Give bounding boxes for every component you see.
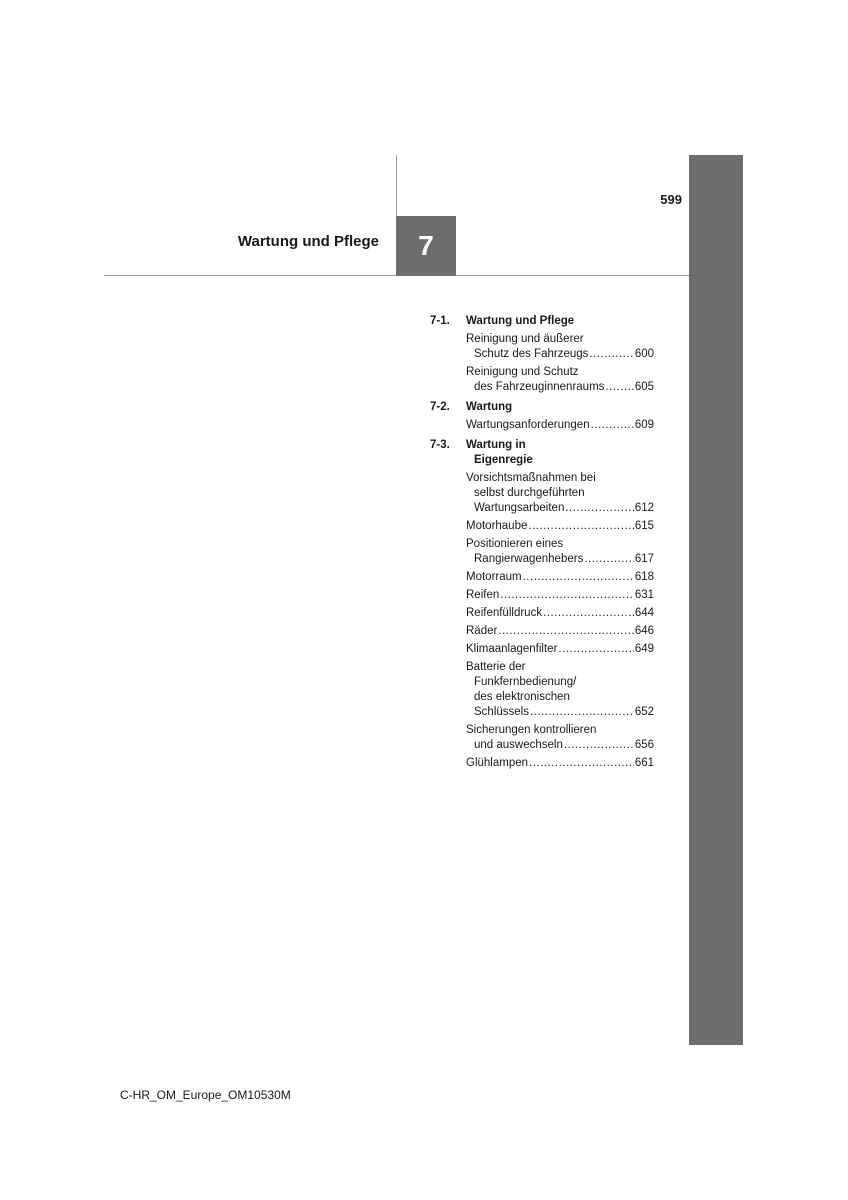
toc-entry-text: des Fahrzeuginnenraums (474, 381, 605, 393)
toc-entry[interactable] (466, 624, 654, 639)
toc-entry[interactable] (466, 332, 654, 362)
table-of-contents (430, 314, 654, 771)
toc-entry-text: Motorhaube (466, 520, 528, 532)
chapter-number-box: 7 (396, 216, 456, 276)
toc-entry[interactable] (466, 471, 654, 516)
toc-dot-leader (500, 588, 634, 603)
toc-entry-text: Reinigung und äußerer (466, 333, 584, 345)
toc-entry-text: des elektronischen (474, 691, 570, 703)
toc-section-number: 7-2. (430, 401, 450, 413)
toc-page-number: 649 (634, 643, 654, 655)
toc-entry[interactable] (466, 588, 654, 603)
toc-dot-leader (565, 501, 633, 516)
toc-dot-leader (498, 624, 633, 639)
toc-entry-text: Reifenfülldruck (466, 607, 543, 619)
toc-entry-text: Klimaanlagenfilter (466, 643, 558, 655)
toc-dot-leader (605, 380, 633, 395)
toc-dot-leader (543, 606, 634, 621)
toc-entry[interactable] (466, 418, 654, 433)
toc-page-number: 609 (634, 419, 654, 431)
toc-section (430, 438, 654, 468)
toc-entry-text: Schutz des Fahrzeugs (474, 348, 589, 360)
toc-dot-leader (530, 705, 634, 720)
toc-entry-text: selbst durchgeführten (474, 487, 585, 499)
toc-section-title-line: Wartung und Pflege (466, 315, 575, 327)
toc-entry[interactable] (466, 642, 654, 657)
toc-entry-text: Rangierwagenhebers (474, 553, 584, 565)
toc-section-title (466, 314, 654, 329)
toc-section-title (466, 400, 654, 415)
toc-section-number: 7-3. (430, 439, 450, 451)
toc-section (430, 400, 654, 415)
toc-page-number: 644 (634, 607, 654, 619)
toc-entry-text: Reinigung und Schutz (466, 366, 579, 378)
toc-entry[interactable] (466, 365, 654, 395)
toc-entry-text: und auswechseln (474, 739, 563, 751)
toc-entry[interactable] (466, 519, 654, 534)
toc-entry-text: Räder (466, 625, 498, 637)
toc-dot-leader (584, 552, 633, 567)
toc-entry[interactable] (466, 537, 654, 567)
toc-dot-leader (564, 738, 634, 753)
toc-entry-text: Wartungsanforderungen (466, 419, 590, 431)
toc-section-title-line: Eigenregie (474, 454, 533, 466)
toc-dot-leader (529, 756, 634, 771)
toc-entry-text: Schlüssels (474, 706, 529, 718)
toc-entry[interactable] (466, 606, 654, 621)
toc-dot-leader (591, 418, 634, 433)
chapter-side-tab (689, 155, 743, 1045)
toc-dot-leader (589, 347, 633, 362)
toc-page-number: 652 (634, 706, 654, 718)
toc-section-title (466, 438, 654, 468)
toc-page-number: 618 (634, 571, 654, 583)
toc-entry-text: Wartungsarbeiten (474, 502, 565, 514)
toc-entry-text: Sicherungen kontrollieren (466, 724, 597, 736)
toc-page-number: 631 (634, 589, 654, 601)
toc-entry-text: Funkfernbedienung/ (474, 676, 577, 688)
toc-dot-leader (523, 570, 634, 585)
toc-entry-text: Reifen (466, 589, 500, 601)
toc-dot-leader (528, 519, 633, 534)
toc-entry[interactable] (466, 756, 654, 771)
toc-section-number: 7-1. (430, 315, 450, 327)
toc-dot-leader (558, 642, 633, 657)
toc-entry[interactable] (466, 723, 654, 753)
toc-page-number: 605 (634, 381, 654, 393)
toc-entry-text: Positionieren eines (466, 538, 564, 550)
toc-page-number: 615 (634, 520, 654, 532)
toc-page-number: 617 (634, 553, 654, 565)
toc-page-number: 600 (634, 348, 654, 360)
toc-page-number: 646 (634, 625, 654, 637)
toc-entry[interactable] (466, 570, 654, 585)
toc-entry[interactable] (466, 660, 654, 720)
page-number: 599 (660, 192, 682, 207)
toc-page-number: 656 (634, 739, 654, 751)
toc-entry-text: Glühlampen (466, 757, 529, 769)
toc-entry-text: Vorsichtsmaßnahmen bei (466, 472, 596, 484)
toc-section-title-line: Wartung (466, 401, 513, 413)
chapter-title: Wartung und Pflege (237, 233, 379, 250)
toc-section (430, 314, 654, 329)
toc-page-number: 661 (634, 757, 654, 769)
toc-entry-text: Batterie der (466, 661, 526, 673)
toc-section-title-line: Wartung in (466, 439, 526, 451)
toc-page-number: 612 (634, 502, 654, 514)
header-vertical-rule (396, 155, 397, 217)
toc-entry-text: Motorraum (466, 571, 522, 583)
document-id: C-HR_OM_Europe_OM10530M (120, 1088, 291, 1102)
